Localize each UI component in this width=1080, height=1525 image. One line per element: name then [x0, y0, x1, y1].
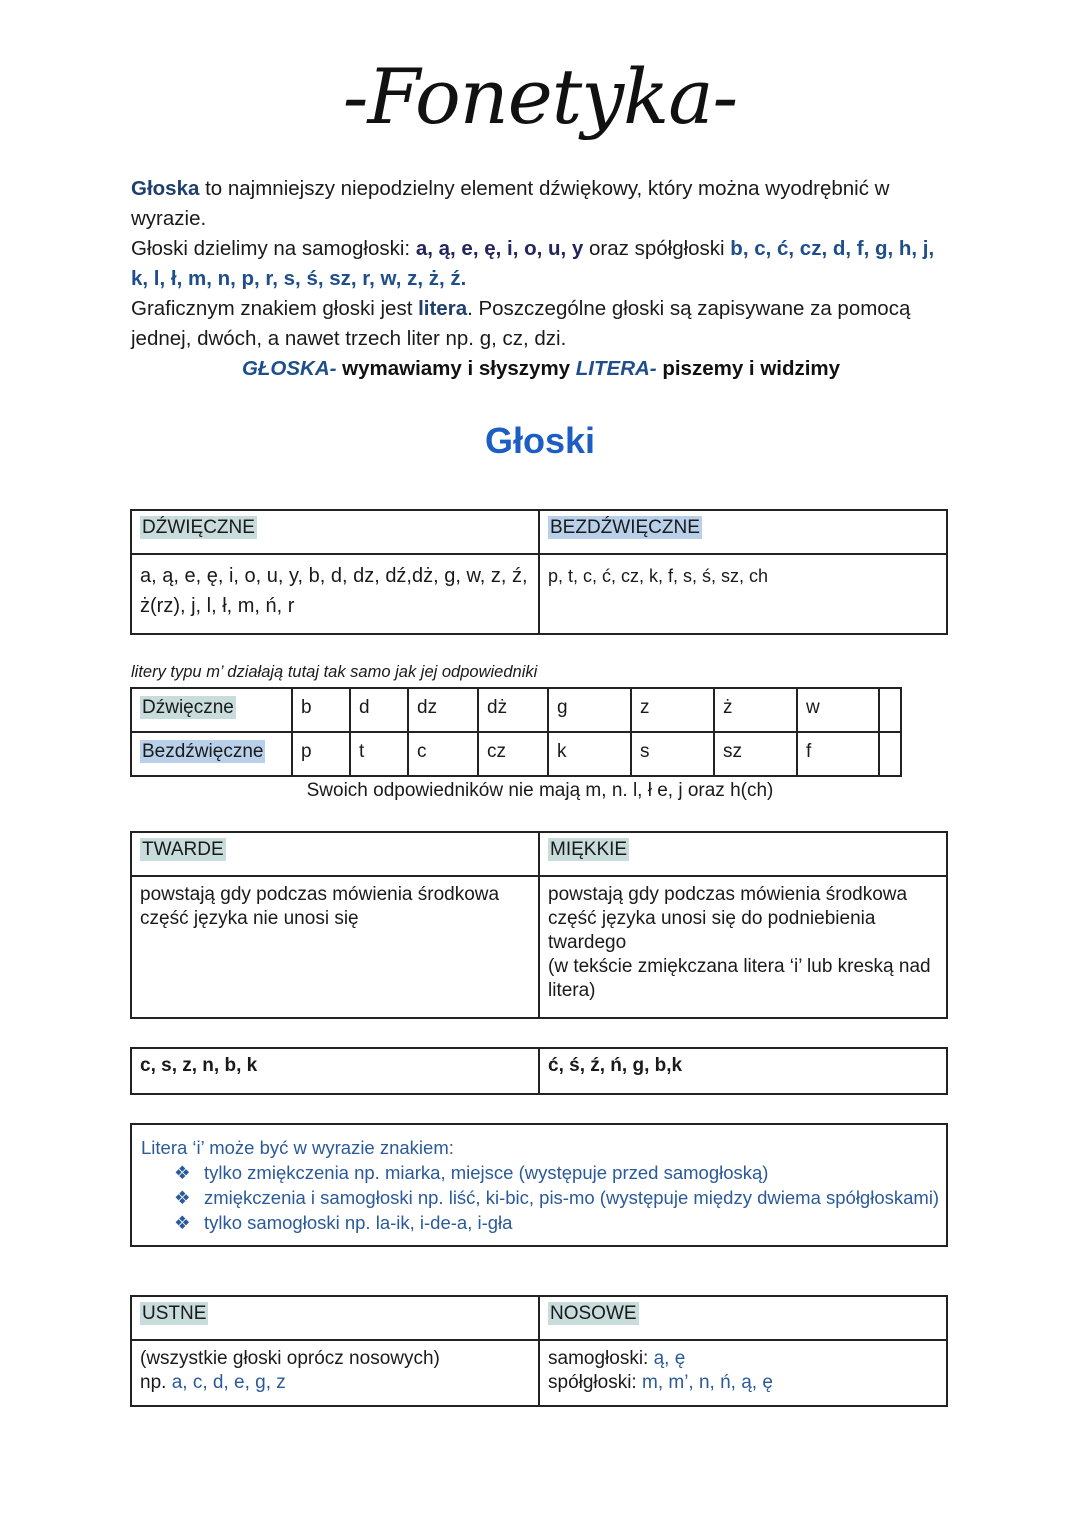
soft-examples: ć, ś, ź, ń, g, b,k: [539, 1048, 947, 1094]
gloska-label: GŁOSKA-: [241, 357, 337, 380]
header-hard: TWARDE: [142, 839, 224, 860]
intro-p3-pre: Graficznym znakiem głoski jest: [131, 297, 419, 320]
voiced-cell: a, ą, e, ę, i, o, u, y, b, d, dz, dź,dż, g, w, z, ź, ż(rz), j, l, ł, m, ń, r: [131, 554, 539, 634]
hard-soft-table: [130, 831, 948, 1019]
row-label-voiced: Dźwięczne: [142, 697, 234, 718]
list-item: ❖ zmiękczenia i samogłoski np. liść, ki-bic, pis-mo (występuje między dwiema spółgłoskami): [174, 1187, 940, 1208]
intro-paragraph-4: [131, 354, 951, 384]
table-cell: k: [548, 732, 631, 776]
table-cell: d: [350, 688, 408, 732]
intro-paragraph-2: [131, 234, 951, 294]
list-item: ❖ tylko zmiękczenia np. miarka, miejsce (występuje przed samogłoską): [174, 1162, 769, 1183]
table-cell: t: [350, 732, 408, 776]
hard-cell: powstają gdy podczas mówienia środkowa część języka nie unosi się: [131, 876, 539, 1018]
nasal-consonants: spółgłoski: m, m’, n, ń, ą, ę: [548, 1372, 773, 1393]
intro-p2-pre: Głoski dzielimy na samogłoski:: [131, 237, 416, 260]
table-cell: w: [797, 688, 879, 732]
intro-p3-rest: . Poszczególne głoski są zapisywane za pomocą jednej, dwóch, a nawet trzech liter np. g, cz, dzi.: [131, 297, 911, 350]
term-litera: litera: [418, 297, 468, 320]
soft-note: (w tekście zmiękczana litera ‘i’ lub kreską nad litera): [548, 956, 931, 1001]
hard-soft-examples-table: [130, 1047, 948, 1095]
row-label-cell: [131, 732, 292, 776]
term-gloska: Głoska: [131, 177, 200, 200]
table-cell: c: [408, 732, 478, 776]
nasal-cell: [539, 1340, 947, 1406]
table-cell: g: [548, 688, 631, 732]
oral-nasal-table: [130, 1295, 948, 1407]
header-cell: [131, 510, 539, 554]
letter-i-lead: Litera ‘i’ może być w wyrazie znakiem:: [141, 1137, 454, 1158]
table-cell: sz: [714, 732, 797, 776]
soft-description: powstają gdy podczas mówienia środkowa część języka unosi się do podniebienia twardego: [548, 884, 908, 953]
header-cell: [131, 1296, 539, 1340]
table-note: litery typu m’ działają tutaj tak samo jak jej odpowiedniki: [131, 663, 538, 681]
pairs-footnote: Swoich odpowiedników nie mają m, n. l, ł e, j oraz h(ch): [306, 780, 774, 801]
table-cell: cz: [478, 732, 548, 776]
table-row: [131, 732, 901, 776]
table-cell: z: [631, 688, 714, 732]
header-cell: [539, 1296, 947, 1340]
hard-examples: c, s, z, n, b, k: [131, 1048, 539, 1094]
oral-description: (wszystkie głoski oprócz nosowych): [140, 1348, 440, 1369]
header-voiced: DŹWIĘCZNE: [142, 517, 255, 538]
nasal-vowels: samogłoski: ą, ę: [548, 1348, 686, 1369]
consonant-list: b, c, ć, cz, d, f, g, h, j, k, l, ł, m, n, p, r, s, ś, sz, r, w, z, ż, ź.: [131, 237, 935, 290]
litera-definition: piszemy i widzimy: [656, 357, 841, 380]
table-cell: s: [631, 732, 714, 776]
header-voiceless: BEZDŹWIĘCZNE: [550, 517, 700, 538]
diamond-bullet-icon: ❖: [174, 1212, 191, 1233]
table-cell: p: [292, 732, 350, 776]
section-heading: Głoski: [484, 420, 596, 461]
intro-paragraph-1: [131, 174, 951, 234]
oral-examples: np. a, c, d, e, g, z: [140, 1372, 286, 1393]
header-cell: [539, 832, 947, 876]
table-cell: dz: [408, 688, 478, 732]
row-label-cell: [131, 688, 292, 732]
header-cell: [539, 510, 947, 554]
table-cell: ż: [714, 688, 797, 732]
header-soft: MIĘKKIE: [550, 839, 628, 860]
diamond-bullet-icon: ❖: [174, 1187, 191, 1208]
header-oral: USTNE: [142, 1303, 207, 1324]
table-cell: [879, 688, 901, 732]
vowel-list: a, ą, e, ę, i, o, u, y: [415, 237, 584, 260]
oral-cell: [131, 1340, 539, 1406]
table-cell: [879, 732, 901, 776]
intro-paragraph-3: [131, 294, 951, 354]
voiced-voiceless-table: [130, 509, 948, 635]
table-row: [131, 688, 901, 732]
voiceless-cell: p, t, c, ć, cz, k, f, s, ś, sz, ch: [539, 554, 947, 634]
header-nasal: NOSOWE: [550, 1303, 637, 1324]
table-cell: b: [292, 688, 350, 732]
table-cell: dż: [478, 688, 548, 732]
diamond-bullet-icon: ❖: [174, 1162, 191, 1183]
intro-p2-mid: oraz spółgłoski: [583, 237, 731, 260]
table-cell: f: [797, 732, 879, 776]
gloska-definition: wymawiamy i słyszymy: [336, 357, 576, 380]
letter-i-list: [132, 1160, 946, 1235]
intro-p1-text: to najmniejszy niepodzielny element dźwiękowy, który można wyodrębnić w wyrazie.: [131, 177, 890, 230]
letter-i-box: [130, 1123, 948, 1247]
intro-section: [131, 174, 951, 384]
row-label-voiceless: Bezdźwięczne: [142, 741, 264, 762]
header-cell: [131, 832, 539, 876]
list-item: ❖ tylko samogłoski np. la-ik, i-de-a, i-gła: [174, 1212, 513, 1233]
page-title: -Fonetyka-: [342, 52, 738, 141]
litera-label: LITERA-: [575, 357, 657, 380]
soft-cell: [539, 876, 947, 1018]
pairs-table: [130, 687, 902, 777]
